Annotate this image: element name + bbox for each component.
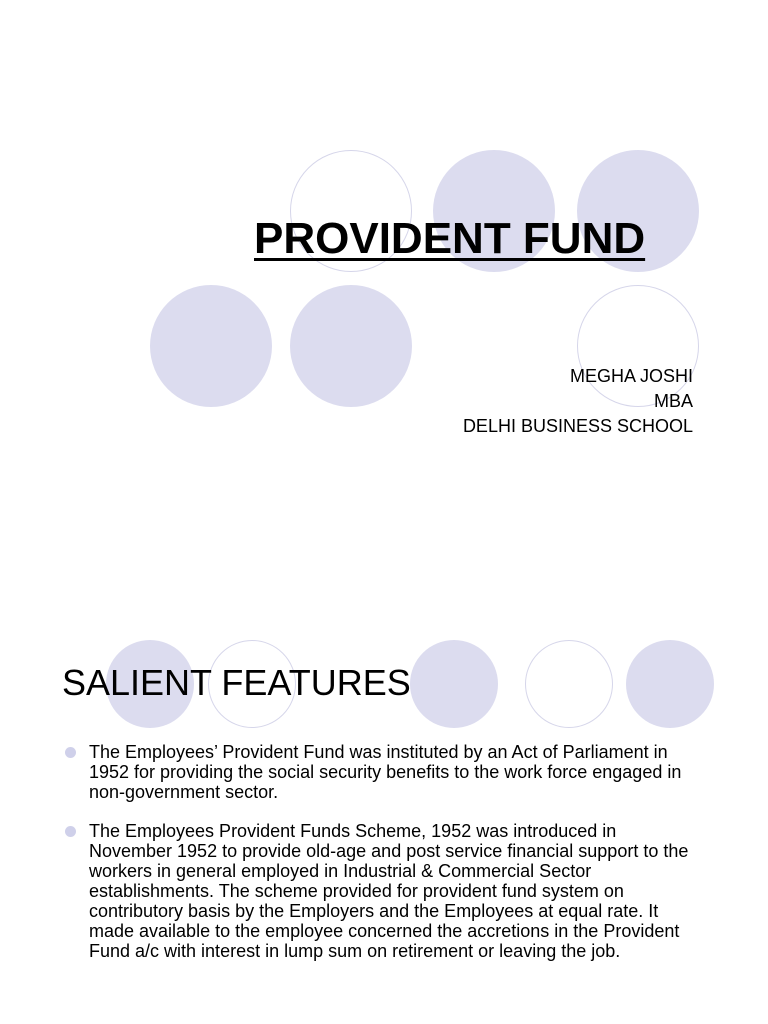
bullet-dot-icon	[65, 747, 76, 758]
bullet-list	[62, 742, 702, 980]
slide-title: SALIENT FEATURES	[62, 662, 411, 703]
subtitle-block	[463, 364, 693, 439]
list-item	[62, 821, 702, 961]
decorative-circle	[626, 640, 714, 728]
decorative-circle	[525, 640, 613, 728]
bullet-text: The Employees’ Provident Fund was instituted by an Act of Parliament in 1952 for providing the social security benefits to the work force engaged in non-government sector.	[89, 742, 682, 802]
author-name: MEGHA JOSHI	[569, 366, 693, 386]
decorative-circle	[150, 285, 272, 407]
author-school: DELHI BUSINESS SCHOOL	[462, 416, 693, 436]
bullet-dot-icon	[65, 826, 76, 837]
content-slide	[0, 600, 768, 1024]
decorative-circle	[290, 285, 412, 407]
bullet-text: The Employees Provident Funds Scheme, 1952 was introduced in November 1952 to provide old-age and post service financial support to the workers in general employed in Industrial & Commercial Sector establishments. The scheme provided for provident fund system on contributory basis by the Employers and the Employees at equal rate. It made available to the employee concerned the accretions in the Provident Fund a/c with interest in lump sum on retirement or leaving the job.	[89, 821, 689, 961]
decorative-circle	[410, 640, 498, 728]
slide-title: PROVIDENT FUND	[254, 214, 646, 263]
list-item	[62, 742, 702, 802]
author-degree: MBA	[653, 391, 693, 411]
